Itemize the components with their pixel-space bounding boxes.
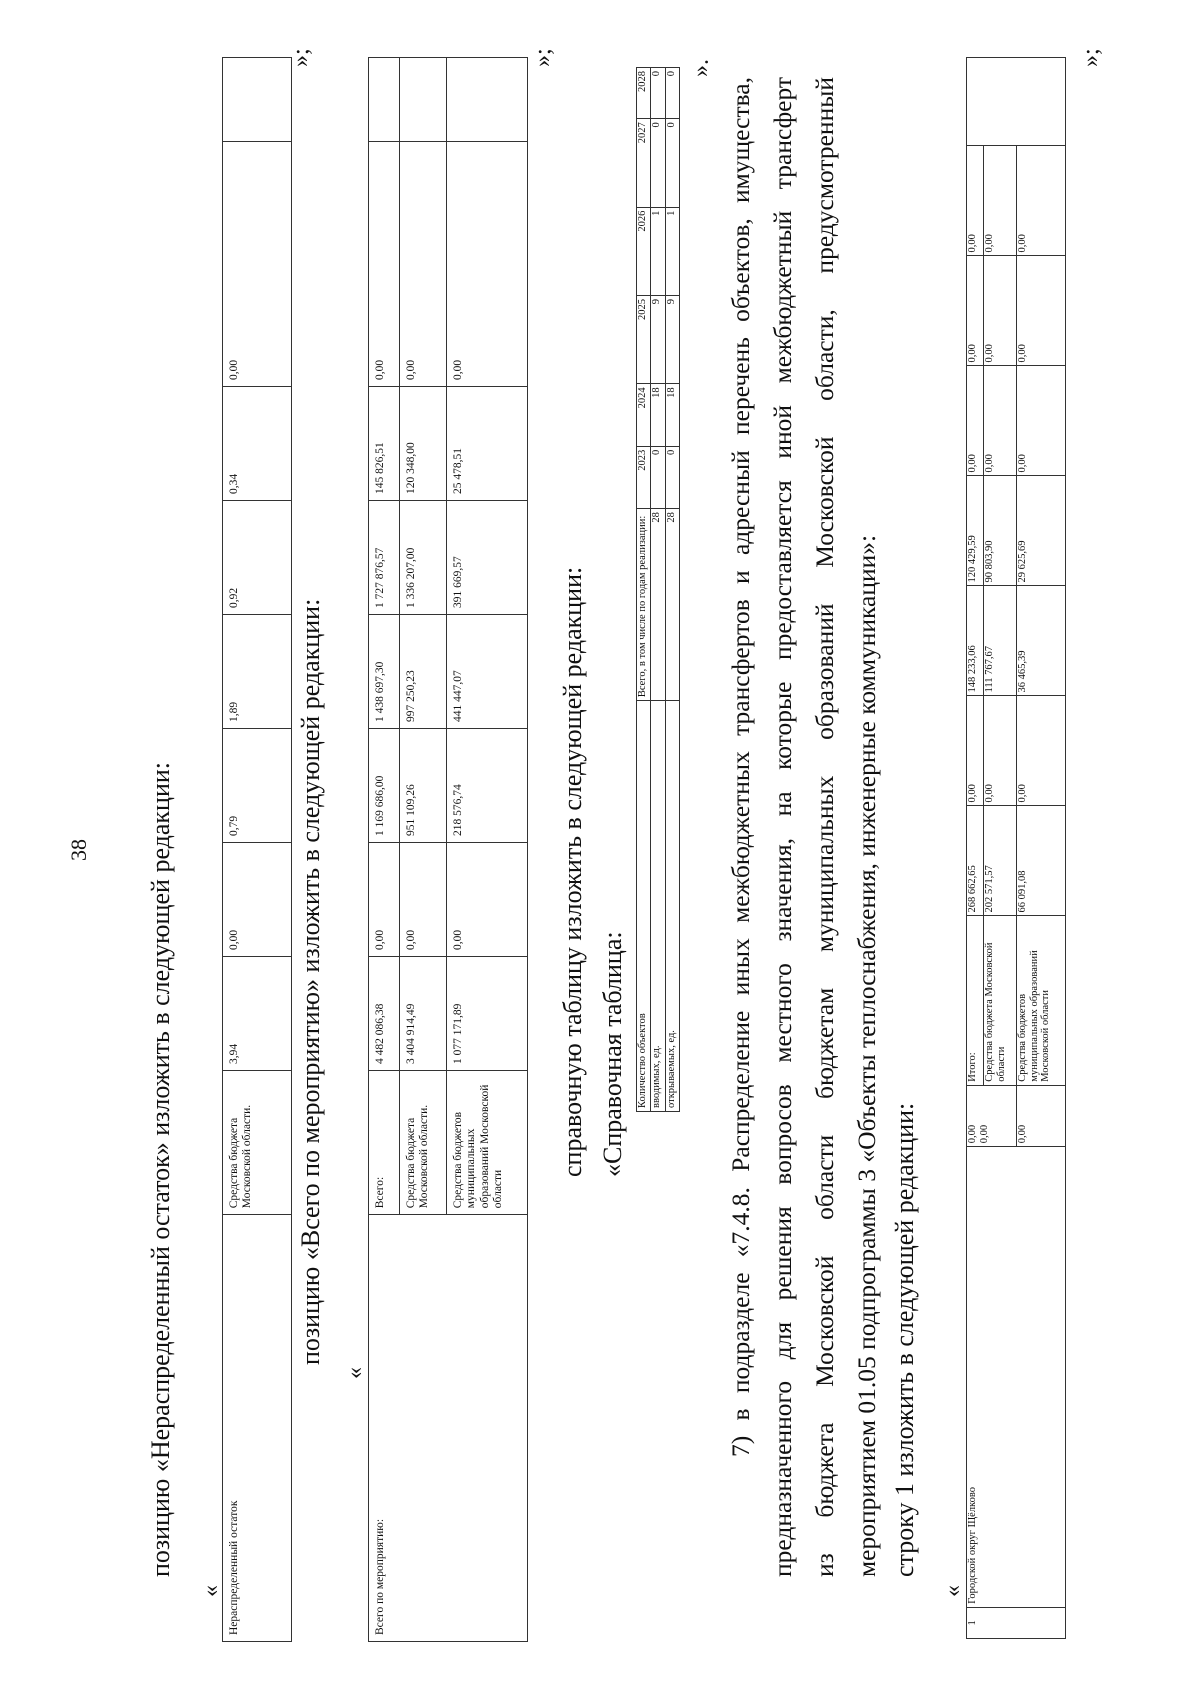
value-cell: 1 727 876,57 [369,500,400,614]
value-cell: 0,00 [1017,256,1066,366]
row-source: Средства бюджетов муниципальных образований Московской области [1017,916,1066,1085]
table-row [651,68,665,1112]
value-cell: 0,00 [223,141,292,386]
value-cell: 0,00 [1017,696,1066,806]
year-header: 2025 [637,296,651,384]
value-cell: 0,00 [984,146,1017,256]
pre-value-cell [967,1085,1017,1146]
total-cell: 28 [665,509,679,701]
row-number: 1 [967,1607,1066,1638]
header-total: Всего, в том числе по годам реализации: [637,509,651,701]
value-cell: 0,00 [967,366,984,476]
value-cell: 0,00 [369,141,400,386]
value-cell: 90 803,90 [984,476,1017,586]
value-cell: 0 [665,68,679,119]
row-source: Средства бюджета Московской области. [399,1070,446,1214]
page-number: 38 [66,839,91,861]
value-cell [369,58,400,142]
value-cell: 0,00 [399,842,446,956]
header-label: Количество объектов [637,701,651,1112]
value-cell: 1 077 171,89 [447,956,528,1070]
row-label: открываемых, ед. [665,701,679,1112]
value-cell [447,58,528,142]
year-header: 2027 [637,119,651,207]
table-row [637,68,651,1112]
value-cell: 0,00 [984,366,1017,476]
value-cell: 0,34 [223,386,292,500]
quote-close: »; [1078,48,1104,67]
value-cell: 441 447,07 [447,614,528,728]
row-source: Всего: [369,1070,400,1214]
value-cell: 0,79 [223,728,292,842]
value-cell: 202 571,57 [984,806,1017,916]
value-cell: 0 [665,446,679,508]
quote-close: »; [530,48,556,67]
year-header: 2028 [637,68,651,119]
value-cell: 0,00 [447,141,528,386]
row1-table [966,57,1066,1639]
row-label: Нераспределенный остаток [223,1215,292,1642]
value-cell: 120 429,59 [967,476,984,586]
paragraph-7 [720,77,888,1577]
value-cell: 29 625,69 [1017,476,1066,586]
paragraph-line: мероприятием 01.05 подпрограммы 3 «Объекты теплоснабжения, инженерные коммуникации»: [852,534,881,1577]
value-cell: 0 [651,446,665,508]
value-cell [223,58,292,142]
value-cell: 18 [665,384,679,446]
table-row [665,68,679,1112]
pre-value: 0,00 [967,1124,978,1144]
intro-row1: строку 1 изложить в следующей редакции: [890,1102,919,1577]
value-cell: 25 478,51 [447,386,528,500]
value-cell: 0,00 [369,842,400,956]
total-table [368,57,528,1642]
value-cell: 1,89 [223,614,292,728]
quote-open: « [940,1585,966,1597]
value-cell: 0,00 [1017,366,1066,476]
value-cell: 0,00 [967,146,984,256]
value-cell: 9 [651,296,665,384]
value-cell: 0,92 [223,500,292,614]
pre-value: 0,00 [978,1124,990,1144]
year-header: 2024 [637,384,651,446]
value-cell: 0,00 [223,842,292,956]
municipality-name: Городской округ Щёлково [967,1147,1066,1607]
quote-open: « [342,1367,368,1379]
row-source: Средства бюджета Московской области. [223,1070,292,1214]
value-cell: 0 [665,119,679,207]
value-cell: 0,00 [967,256,984,366]
row-source: Средства бюджетов муниципальных образований Московской области [447,1070,528,1214]
ref-table [636,67,680,1112]
quote-open: « [198,1585,224,1597]
intro-unallocated: позицию «Нераспределенный остаток» изложить в следующей редакции: [146,761,175,1577]
intro-total: позицию «Всего по мероприятию» изложить в следующей редакции: [296,598,325,1365]
value-cell: 9 [665,296,679,384]
row-label: вводимых, ед. [651,701,665,1112]
quote-close: ». [688,59,714,77]
row-source: Итого: [967,916,984,1085]
value-cell: 66 091,08 [1017,806,1066,916]
year-header: 2026 [637,207,651,295]
value-cell: 120 348,00 [399,386,446,500]
paragraph-line: 7) в подразделе «7.4.8. Распределение иных межбюджетных трансфертов и адресный перечень объектов, имущества, [726,77,755,1457]
total-cell: 28 [651,509,665,701]
value-cell: 1 438 697,30 [369,614,400,728]
table-row [223,58,292,1642]
intro-ref-table: справочную таблицу изложить в следующей редакции: [558,566,587,1177]
value-cell: 0,00 [447,842,528,956]
value-cell: 1 169 686,00 [369,728,400,842]
value-cell: 4 482 086,38 [369,956,400,1070]
value-cell: 0,00 [399,141,446,386]
pre-value: 0,00 [1017,1085,1066,1146]
unallocated-table [222,57,292,1642]
value-cell: 0,00 [984,696,1017,806]
ref-table-title: «Справочная таблица: [598,931,627,1177]
value-cell: 148 233,06 [967,586,984,696]
value-cell: 0 [651,119,665,207]
empty-cell [967,58,1066,146]
paragraph-line: из бюджета Московской области бюджетам муниципальных образований Московской области, предусмотренный [810,77,839,1577]
value-cell: 18 [651,384,665,446]
value-cell: 218 576,74 [447,728,528,842]
table-row [967,58,984,1639]
value-cell: 0 [651,68,665,119]
value-cell: 0,00 [1017,146,1066,256]
value-cell: 3,94 [223,956,292,1070]
row-label: Всего по мероприятию: [369,1215,528,1642]
table-row [369,58,400,1642]
year-header: 2023 [637,446,651,508]
value-cell: 997 250,23 [399,614,446,728]
value-cell: 1 336 207,00 [399,500,446,614]
row-source: Средства бюджета Московской области [984,916,1017,1085]
value-cell: 145 826,51 [369,386,400,500]
value-cell: 1 [665,207,679,295]
value-cell: 951 109,26 [399,728,446,842]
value-cell: 111 767,67 [984,586,1017,696]
value-cell: 36 465,39 [1017,586,1066,696]
value-cell [399,58,446,142]
value-cell: 268 662,65 [967,806,984,916]
value-cell: 391 669,57 [447,500,528,614]
value-cell: 3 404 914,49 [399,956,446,1070]
quote-close: »; [288,48,314,67]
paragraph-line: предназначенного для решения вопросов местного значения, на которые предоставляется иной межбюджетный трансферт [768,77,797,1577]
value-cell: 0,00 [967,696,984,806]
value-cell: 1 [651,207,665,295]
value-cell: 0,00 [984,256,1017,366]
